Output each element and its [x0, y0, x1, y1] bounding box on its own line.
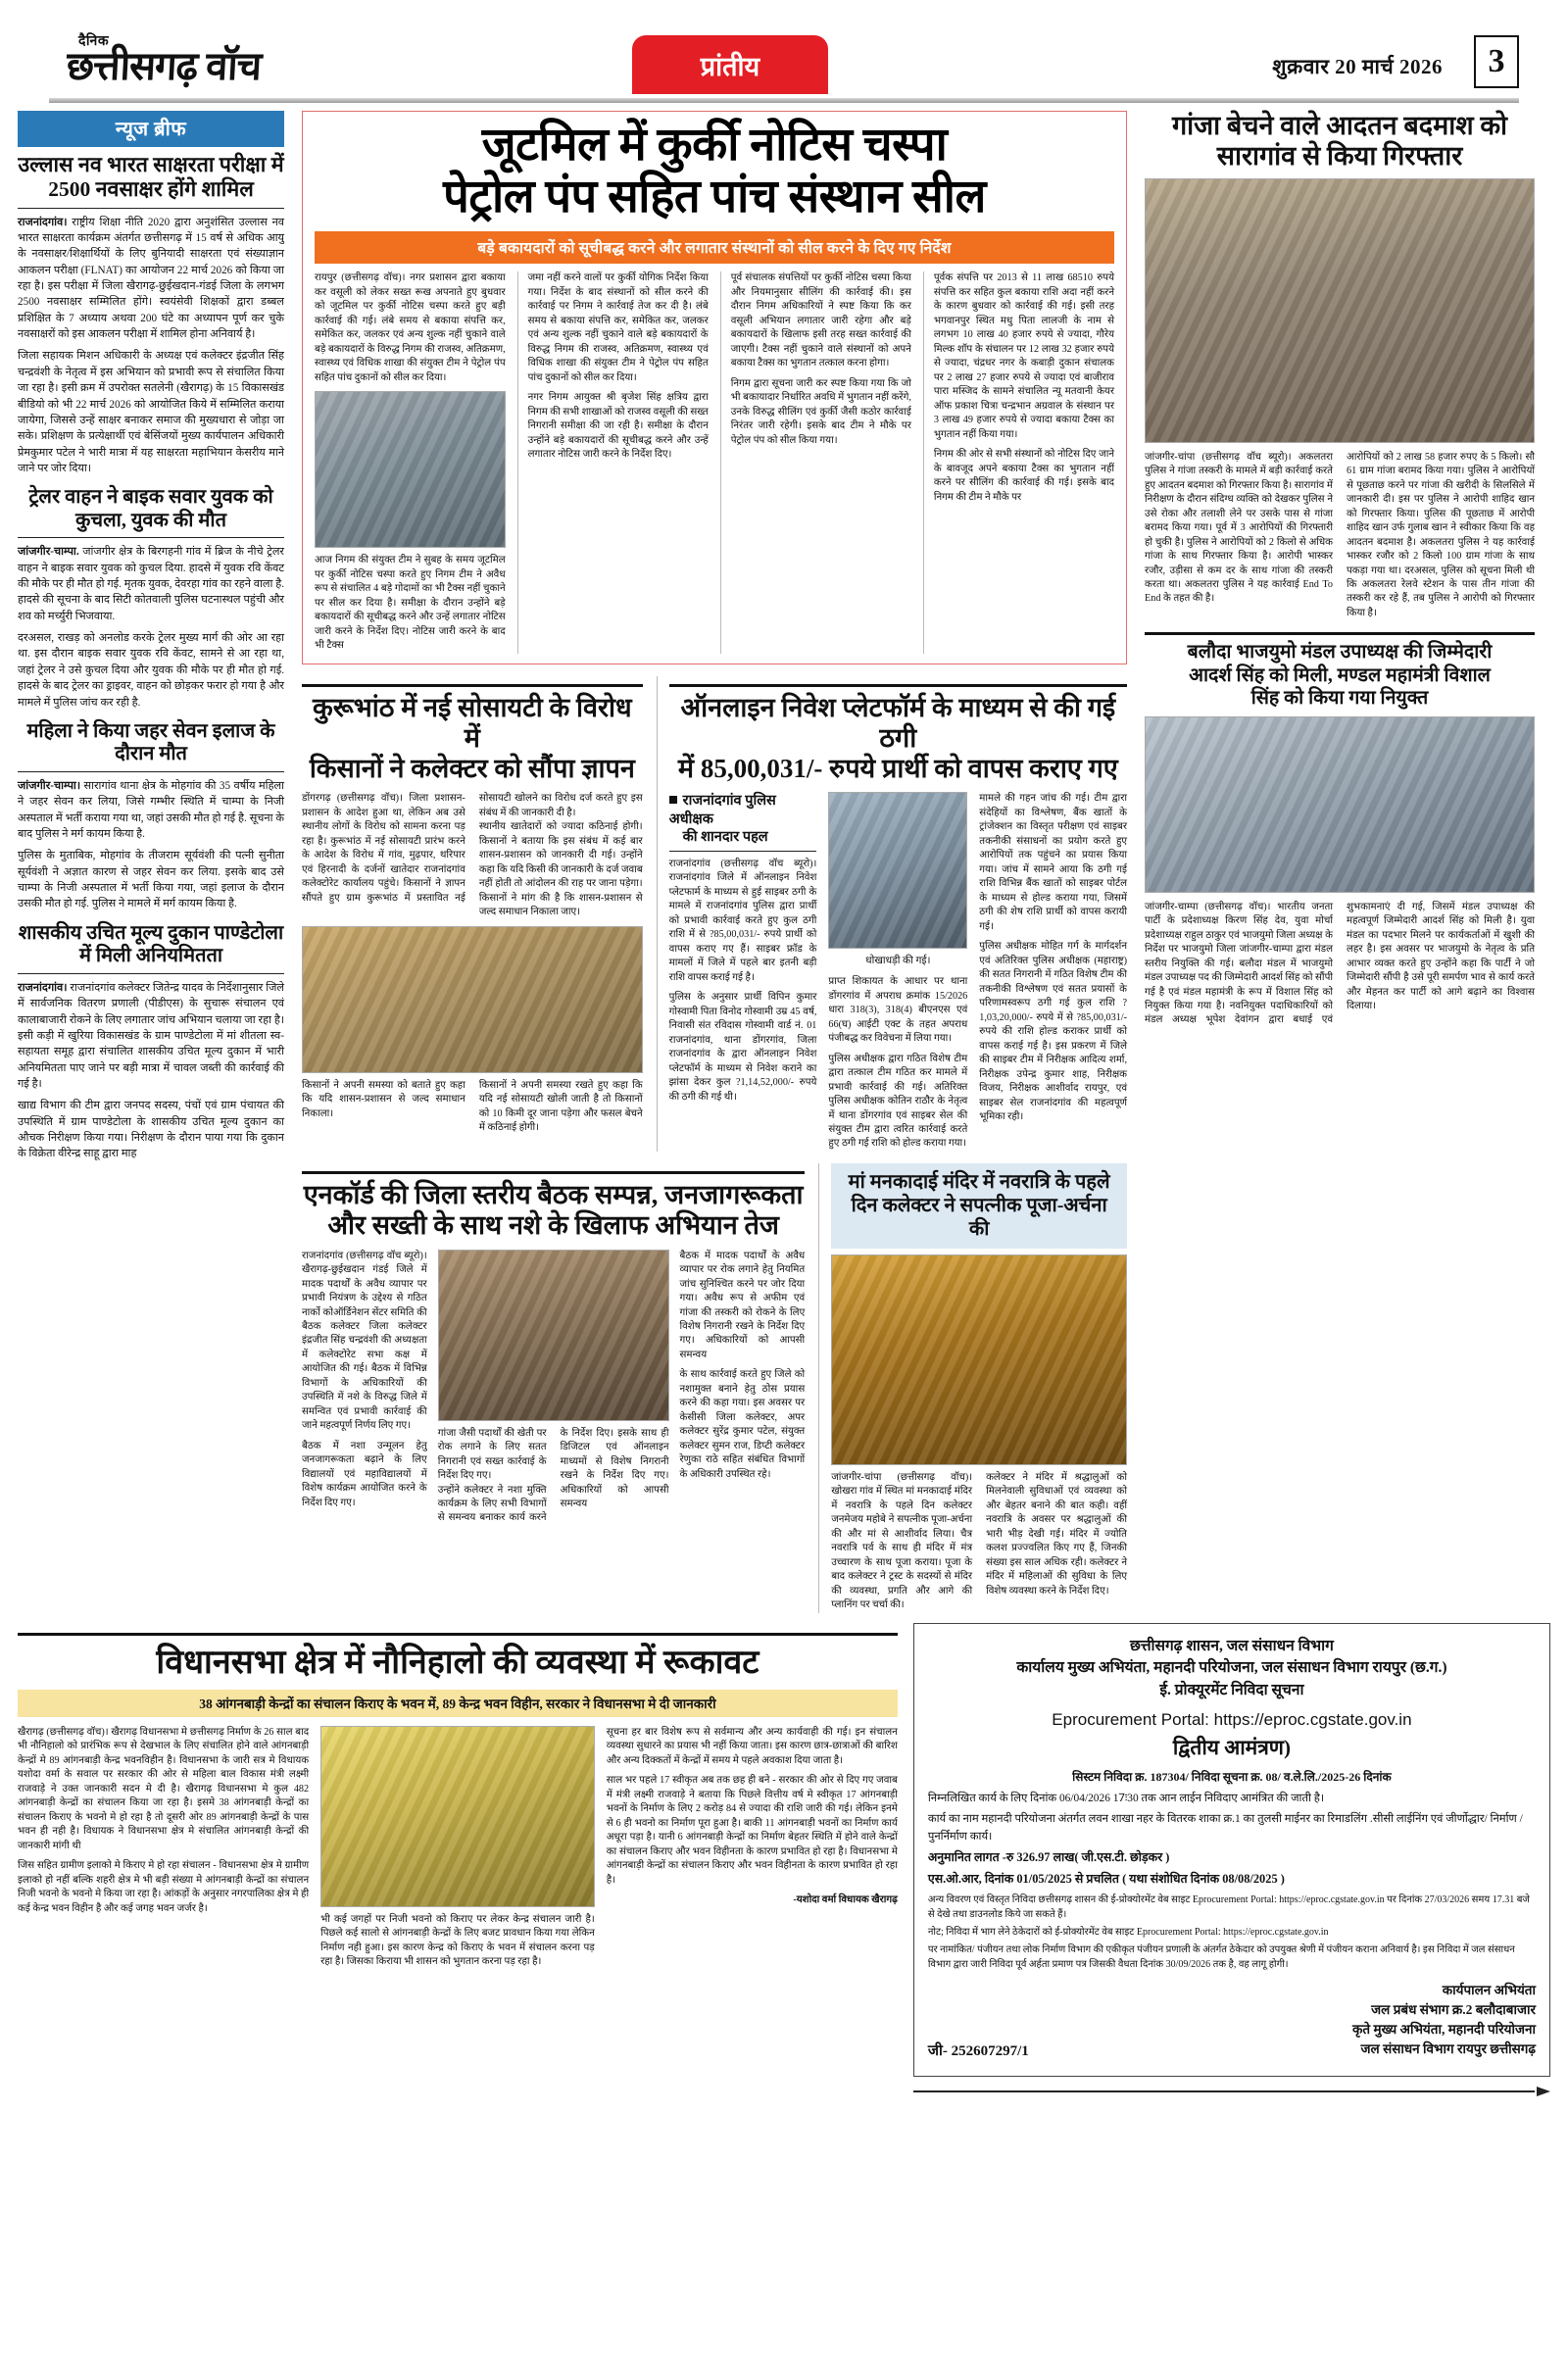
ad-para-1: निम्नलिखित कार्य के लिए दिनांक 06/04/2026 17ः30 तक आन लाईन निविदाए आमंत्रित की जाती है। [927, 1793, 1325, 1805]
ncord-col-3 [680, 1250, 806, 1526]
brief-text: राजनांदगांव कलेक्टर जितेन्द्र यादव के निर्देशानुसार जिले में सार्वजनिक वितरण प्रणाली (पीडीएस) के सुचारू संचालन एवं कालाबाजारी रोकने के लिए लगातार जांच अभियान चलाया जा रहा है। इसी कड़ी में खुरिया विकासखंड के ग्राम पाण्डेटोला में मां शीतला स्व-सहायता समूह द्वारा संचालित शासकीय उचित मूल्य दुकान में भारी अनियमितता पाए जाने पर बड़ी मात्रा में चावल जब्ती की कार्रवाई की गई है। [18, 981, 285, 1091]
dateline: डोंगरगढ़ (छत्तीसगढ़ वॉच)। [302, 793, 403, 805]
ad-dept-line1: छत्तीसगढ़ शासन, जल संसाधन विभाग [1129, 1637, 1334, 1654]
feature-story [18, 1633, 898, 2096]
ncord-text-2: गांजा जैसी पदार्थों की खेती पर रोक लगाने के लिए सतत निगरानी एवं सख्त कार्रवाई के निर्देश दिए गए। [437, 1427, 547, 1482]
ncord-text-4: के साथ कार्रवाई करते हुए जिले को नशामुक्त बनाने हेतु ठोस प्रयास करने की कहा गया। इस अवसर पर केसीसी जिला कलेक्टर, अपर कलेक्टर सुरेंद्र कुमार पटेल, संयुक्त कलेक्टर सुमन राज, डिप्टी कलेक्टर रेणुका राठे सहित संबंधित विभागों के अधिकारी उपस्थित रहे। [679, 1369, 806, 1480]
fraud-photo [828, 792, 967, 949]
second-row [302, 676, 1127, 1152]
lead-headline-line2[interactable]: पेट्रोल पंप सहित पांच संस्थान सील [443, 171, 986, 222]
ncord-text-3: बैठक में मादक पदार्थों के अवैध व्यापार पर रोक लगाने हेतु नियमित जांच सुनिश्चित करने पर जोर दिया गया। अवैध रूप से अफीम एवं गांजा की तस्करी को रोकने के लिए विशेष निगरानी रखने के निर्देश दिए गए। अधिकारियों को आपसी समन्वय [679, 1250, 806, 1360]
fraud-grid [669, 792, 1127, 1152]
ad-sign-2: जल प्रबंध संभाग क्र.2 बलौदाबाजार [1371, 2001, 1536, 2017]
ad-dept-line3: ई. प्रोक्यूरमेंट निविदा सूचना [1159, 1681, 1304, 1698]
brief-title-2[interactable]: ट्रेलर वाहन ने बाइक सवार युवक को कुचला, युवक की मौत [28, 486, 273, 531]
lead-text-1: नगर प्रशासन द्वारा बकाया कर वसूली को लेकर सख्त रूख अपनाते हुए बुधवार को जूटमिल पर कुर्की नोटिस चस्पा करते हुए बड़ी कार्रवाई की गई। लंबे समय से बकाया संपत्ति कर, समेकित कर, जलकर एवं अन्य शुल्क नहीं चुकाने वाले बड़े बकायदारों के विरुद्ध निगम की राजस्व, अतिक्रमण, स्वास्थ्य एवं विधिक शाखा की संयुक्त टीम ने पेट्रोल पंप सहित पांच दुकानों को सील कर दिया। [315, 272, 506, 383]
bottom-section [18, 1623, 1550, 2096]
square-bullet-icon [669, 796, 677, 804]
divider [18, 771, 284, 772]
society-text-2: स्थानीय खातेदारों को ज्यादा कठिनाई होगी। किसानों ने बताया कि इस संबंध में कई बार शासन-प्रशासन को जानकारी दी गई। उन्होंने कहा कि यदि किसी की जानकारी के दर्ज जवाब नहीं होती तो आंदोलन की राह पर जाना पड़ेगा। किसानों ने मांग की है कि शासन-प्रशासन से जल्द समाधान निकाला जाए। [478, 821, 643, 918]
district-meeting-photo [438, 1250, 669, 1421]
ad-sor-date: एस.ओ.आर, दिनांक 01/05/2025 से प्रचलित ( यथा संशोधित दिनांक 08/08/2025 ) [927, 1872, 1285, 1887]
news-brief-item-3 [18, 720, 284, 912]
ncord-text-1: खैरागढ़-छुईखदान गंडई जिले में मादक पदार्थों के अवैध व्यापार पर प्रभावी नियंत्रण के उद्देश्य से गठित नार्को कोऑर्डिनेशन सेंटर समिति की बैठक कलेक्टर जिला कलेक्टर इंद्रजीत सिंह चन्द्रवंशी की अध्यक्षता में कलेक्टोरेट सभा कक्ष में आयोजित की गई। बैठक में विभिन्न विभागों के अधिकारियों की उपस्थिति में नशे के विरुद्ध जिले में समन्वित एवं प्रभावी कार्रवाई की जाने महत्वपूर्ण निर्णय लिए गए। [302, 1264, 427, 1432]
ad-para-2: कार्य का नाम महानदी परियोजना अंतर्गत लवन शाखा नहर के वितरक शाका क्र.1 का तुलसी माईनर का रिमाडलिंग .सीसी लाईनिंग एवं जीर्णोद्धार/ निर्माण / पुनर्निर्माण कार्य। [927, 1812, 1523, 1843]
ncord-text-1b: बैठक में नशा उन्मूलन हेतु जनजागरूकता बढ़ाने के लिए विद्यालयों एवं महाविद्यालयों में विशेष कार्यक्रम आयोजित करने के निर्देश दिए गए। [302, 1440, 427, 1508]
feature-text-3b: साल भर पहले 17 स्वीकृत अब तक छह ही बने - सरकार की ओर से दिए गए जवाब में मंत्री लक्ष्मी राजवाड़े ने बताया कि पिछले वित्तीय वर्ष मे स्वीकृत 17 आंगनबाड़ी भवनों के निर्माण के लिए 2 करोड़ 84 से ज्यादा की राशि जारी की गई। लेकिन इनमे से 6 ही भवनो का निर्माण पूरा हुआ है। बाकी 11 आंगनबाड़ी भवनों का निर्माण कार्य अधूरा पड़ा है। यानी 6 आंगनबाड़ी केन्द्रों का निर्माण बेहतर स्थिति में होने वाले केन्द्रों का संचालन किराए और भवन विहीनता के कारण प्रभावित हो रहा है। विधानसभा मे आंगनबाड़ी केन्द्रों का संचालन किराए और भवन विहीनता के कारण प्रभावित हो रहा है। [606, 1775, 898, 1886]
divider [302, 684, 643, 687]
fraud-col-3 [979, 792, 1127, 1152]
section-tag: प्रांतीय [632, 35, 828, 94]
divider [18, 537, 284, 538]
bjym-text: भारतीय जनता पार्टी के प्रदेशाध्यक्ष किरण सिंह देव, युवा मोर्चा प्रदेशाध्यक्ष राहुल ठाकुर एवं भाजयुमो जिला अध्यक्ष के निर्देश पर भाजयुमो जिला जांजगीर-चाम्पा द्वारा मंडल स्तरीय नियुक्ति की गई। बलौदा मंडल में भाजयुमो मंडल उपाध्यक्ष पद की जिम्मेदारी आदर्श सिंह को सौंपी गई है एवं मंडल महामंत्री के रूप में विशाल सिंह को नियुक्त किया गया है। नवनियुक्त पदाधिकारियों को मंडल अध्यक्ष भूपेश देवांगन द्वारा बधाई एवं शुभकामनाएं दी गई, जिसमें मंडल उपाध्यक्ष की महत्वपूर्ण जिम्मेदारी आदर्श सिंह को मिली है। युवा मंडल का पदभार मिलने पर कार्यकर्ताओं में खुशी की लहर है। इस अवसर पर भाजयुमो के नेतृत्व के प्रति आभार व्यक्त करते हुए उन्होंने कहा कि पार्टी ने जो जिम्मेदारी सौंपी है उसे पूरी समर्पण भाव से कार्य करते और मेहनत कर पार्टी को आगे बढ़ाने का विश्वास दिलाया। [1145, 901, 1535, 1026]
fraud-col-2 [828, 792, 967, 1152]
dateline: जांजगीर-चांपा (छत्तीसगढ़ वॉच ब्यूरो)। [1145, 451, 1292, 463]
dateline: जांजगीर-चांपा (छत्तीसगढ़ वॉच)। [831, 1471, 973, 1483]
ncord-text-2b: उन्होंने कलेक्टर ने नशा मुक्ति कार्यक्रम के लिए सभी विभागों से समन्वय बनाकर कार्य करने के निर्देश दिए। इसके साथ ही डिजिटल एवं ऑनलाइन माध्यमों से विशेष निगरानी रखने के निर्देश दिए गए। अधिकारियों को आपसी समन्वय [437, 1427, 669, 1524]
divider [669, 684, 1127, 687]
feature-signoff: -यशोदा वर्मा विधायक खैरागढ़ [793, 1894, 898, 1906]
divider [1145, 632, 1535, 635]
goddess-idol-photo [831, 1254, 1127, 1465]
brief-text: जांजगीर क्षेत्र के बिरगहनी गांव में ब्रिज के नीचे ट्रेलर वाहन ने बाइक सवार युवक को कुचल दिया. हादसे में युवक रवि केंवट की मौके पर ही मौत हो गई. मृतक युवक, देवरहा गांव का रहने वाला है. हादसे की सूचना के बाद सिटी कोतवाली पुलिस घटनास्थल पहुंची और शव को मर्च्युरी भिजवाया. [18, 546, 284, 622]
logo-title: छत्तीसगढ़ वॉच [65, 44, 263, 88]
fraud-kicker-line2: की शानदार पहल [682, 828, 768, 845]
temple-body [831, 1471, 1127, 1613]
ad-para-5: अन्य विवरण एवं विस्तृत निविदा छत्तीसगढ़ शासन की ई-प्रोक्योरमेंट वेब साइट Eprocurement Portal: https://eproc.cgstate.gov.in पर दिनांक 27/03/2026 समय 17.31 बजे से देखे तथा डाउनलोड किये जा सकते हैं। [927, 1893, 1530, 1920]
news-brief-item-2 [18, 486, 284, 711]
news-brief-box [18, 111, 284, 476]
lead-col-4 [923, 271, 1114, 653]
society-headline-line2[interactable]: किसानों ने कलेक्टर को सौंपा ज्ञापन [309, 754, 635, 784]
feature-headline[interactable]: विधानसभा क्षेत्र में नौनिहालो की व्यवस्था में रूकावट [156, 1644, 760, 1681]
right-column [1135, 111, 1535, 1613]
lead-text-4b: निगम की ओर से सभी संस्थानों को नोटिस दिए जाने के बावजूद अपने बकाया टैक्स का भुगतान नहीं करने पर सीलिंग की कार्रवाई की गई। इसके बाद निगम की टीम ने मौके पर [933, 449, 1114, 503]
ad-sign-4: जल संसाधन विभाग रायपुर छत्तीसगढ़ [1360, 2041, 1536, 2057]
brief-title-1[interactable]: उल्लास नव भारत साक्षरता परीक्षा में 2500 नवसाक्षर होंगे शामिल [18, 153, 284, 202]
ncord-col-1 [302, 1250, 427, 1526]
bjym-story [1145, 632, 1535, 1028]
lead-text-1b: आज निगम की संयुक्त टीम ने सुबह के समय जूटमिल पर कुर्की नोटिस चस्पा करते हुए निगम टीम ने अवैध रूप से संचालित 4 बड़े गोदामों का भी टैक्स नहीं चुकाने पर सील कर दिया है। समीक्षा के दौरान उन्होंने बड़े बकायदारों की सूचीबद्ध करने और उन्हें लगातार नोटिस जारी करने के निर्देश दिए। नोटिस जारी करने के बाद भी टैक्स [315, 555, 506, 652]
society-body [302, 792, 643, 919]
brief-body-3 [18, 778, 284, 842]
issue-date: शुक्रवार 20 मार्च 2026 [1272, 55, 1443, 78]
dateline: राजनांदगांव। [18, 216, 68, 228]
temple-headline-line2[interactable]: दिन कलेक्टर ने सपत्नीक पूजा-अर्चना की [851, 1194, 1107, 1240]
dateline: राजनांदगांव। [18, 981, 68, 994]
divider [18, 973, 284, 974]
society-text-2b: किसानों ने अपनी समस्या रखते हुए कहा कि यदि नई सोसायटी खोली जाती है तो किसानों को 10 किमी दूर जाना पड़ेगा और फसल बेचने में कठिनाई होगी। [478, 1079, 643, 1134]
fraud-col-1 [669, 792, 817, 1152]
society-text-1: जिला प्रशासन-प्रशासन के आदेश हुआ था, लेकिन अब उसे स्थानीय लोगों के विरोध को सामना करना पड़ रहा है। कुरूभांठ में नई सोसायटी प्रारंभ करने के आदेश के विरोध में गांव, मुढ़पार, थरिपार एवं हिरनादी के दर्जनों खातेदार राजनांदगांव कलेक्टोरेट कार्यालय पहुंचे। किसानों ने ज्ञापन सौंपते हुए ग्राम कुरूभांठ में प्रस्तावित नई सोसायटी खोलने का विरोध दर्ज करते हुए इस संबंध में की जानकारी दी है। [302, 793, 643, 904]
news-brief-label: न्यूज ब्रीफ [18, 111, 284, 147]
petrol-pump-photo [315, 391, 506, 548]
ad-sign-3: कृते मुख्य अभियंता, महानदी परियोजना [1352, 2022, 1536, 2038]
fraud-text-3b: पुलिस अधीक्षक मोहित गर्ग के मार्गदर्शन एवं अतिरिक्त पुलिस अधीक्षक (महाराष्ट्र) की सतत निगरानी में गठित विशेष टीम की तकनीकी विश्लेषण एवं सतत प्रयासों के परिणामस्वरूप ठगी गई कुल राशि ?1,03,20,000/- रुपये में से ?85,00,031/- रुपये की राशि होल्ड कराकर प्रार्थी को वापस कराई गई है। इस प्रकरण में जिले की साइबर टीम में निरीक्षक आदित्य शर्मा, निरीक्षक उपेन्द्र कुमार शाह, निरीक्षक विजय, निरीक्षक आशीर्वाद रायपुर, एवं साइबर सेल राजनांदगांव की महत्वपूर्ण भूमिका रही। [979, 941, 1127, 1123]
brief-body-2b: दरअसल, राखड़ को अनलोड करके ट्रेलर मुख्य मार्ग की ओर आ रहा था. इस दौरान बाइक सवार युवक रवि केंवट, सामने से आ रहा था, जहां ट्रेलर ने उसे कुचल दिया और युवक की मौके पर ही मौत हो गई. हादसे के बाद ट्रेलर का ड्राइवर, वाहन को छोड़कर फरार हो गया है और मामले में पुलिस जांच कर रही है. [18, 632, 284, 709]
brief-title-3[interactable]: महिला ने किया जहर सेवन इलाज के दौरान मौत [26, 719, 275, 765]
bjym-headline-line1[interactable]: बलौदा भाजयुमो मंडल उपाध्यक्ष की जिम्मेदारी [1187, 642, 1493, 664]
fraud-kicker-line1: राजनांदगांव पुलिस अधीक्षक [668, 793, 776, 827]
ncord-headline-line2[interactable]: और सख्ती के साथ नशे के खिलाफ अभियान तेज [327, 1210, 779, 1241]
ncord-col-2 [438, 1250, 669, 1526]
brief-text: सारागांव थाना क्षेत्र के मोहगांव की 35 वर्षीय महिला ने जहर सेवन कर लिया, जिसे गम्भीर स्थिति में चाम्पा के निजी अस्पताल में भर्ती कराया गया था, जहां उसकी मौत हो गई है. सूचना के बाद पुलिस ने मर्ग कायम किया है. [18, 780, 284, 841]
society-text-1b: किसानों ने अपनी समस्या को बताते हुए कहा कि यदि शासन-प्रशासन से जल्द समाधान निकाला। [302, 1079, 466, 1119]
divider [302, 1171, 805, 1174]
ncord-headline-line1[interactable]: एनकॉर्ड की जिला स्तरीय बैठक सम्पन्न, जनजागरूकता [303, 1179, 804, 1209]
feature-text-1b: जिस सहित ग्रामीण इलाको मे किराए मे हो रहा संचालन - विधानसभा क्षेत्र मे ग्रामीण इलाको हो नहीं बल्कि शहरी क्षेत्र मे भी बड़ी संख्या मे आंगनबाड़ी केन्द्रों का संचालन निजी भवनो के भवनो मे किया जा रहा है। आंकड़ों के अनुसार नगरपालिका क्षेत्र मे ही कई केन्द्र भवन विहीन है और कई जगह भवन जर्जर है। [18, 1860, 310, 1914]
brief-text: राष्ट्रीय शिक्षा नीति 2020 द्वारा अनुशंसित उल्लास नव भारत साक्षरता कार्यक्रम अंतर्गत छत्तीसगढ़ में 15 वर्ष से अधिक आयु के नवसाक्षर/शिक्षार्थियों के लिए बुनियादी साक्षरता एवं संख्याज्ञान आकलन परीक्षा (FLNAT) का आयोजन 22 मार्च 2026 को किया जा रहा है। इस परीक्षा में जिला खैरागढ़-छुईखदान-गंडई जिला के लगभग 2500 नवसाक्षर सम्मिलित होंगे। स्वयंसेवी शिक्षकों द्वारा डब्बल प्रशिक्षित के 7 अध्याय अथवा 200 घंटे का अध्यापन पूर्ण कर चुके नवसाक्षरों को इस आकलन परीक्षा में शामिल होना अनिवार्य है। [18, 216, 285, 341]
fraud-story [657, 676, 1127, 1152]
felicitation-photo [828, 792, 967, 949]
ncord-photo [438, 1250, 669, 1421]
appointees-photo [1145, 716, 1535, 893]
fraud-kicker [669, 792, 817, 827]
ganja-story [1145, 111, 1535, 620]
fraud-text-1: राजनांदगांव जिले में ऑनलाइन निवेश प्लेटफार्म के माध्यम से हुई साइबर ठगी के मामले में राजनांदगांव पुलिस द्वारा प्रार्थी को प्रभावी कार्रवाई करते हुए कुल ठगी राशि में से ?85,00,031/- रुपये प्रार्थी को वापस कराए गए हैं। साइबर फ्रॉड के मामलों में जिले में पहले बार इतनी बड़ी राशि वापस कराई गई है। [668, 872, 817, 983]
brief-title-4[interactable]: शासकीय उचित मूल्य दुकान पाण्डेटोला में मिली अनियमितता [18, 921, 284, 967]
news-brief-item-4 [18, 922, 284, 1162]
ncord-story [302, 1163, 805, 1613]
lead-story [302, 111, 1127, 664]
temple-headline-line1[interactable]: मां मनकादाई मंदिर में नवरात्रि के पहले [848, 1170, 1110, 1193]
ganja-headline[interactable]: गांजा बेचने वाले आदतन बदमाश को सारागांव से किया गिरफ्तार [1171, 111, 1508, 172]
temple-text-2: कलेक्टर ने मंदिर में श्रद्धालुओं को मिलनेवाली सुविधाओं एवं व्यवस्था को और बेहतर बनाने की बात कही। वहीं नवरात्रि के अवसर पर श्रद्धालुओं की भारी भीड़ देखी गई। मंदिर में ज्योति कलश प्रज्ज्वलित किए गए हैं, जिनकी संख्या इस साल अधिक रही। कलेक्टर ने मंदिर में महिलाओं की सुविधा के लिए विशेष व्यवस्था करने के निर्देश दिए। [986, 1471, 1127, 1597]
lead-body-grid [315, 271, 1114, 653]
ganja-body [1145, 451, 1535, 621]
ad-para-6: नोट; निविदा में भाग लेने ठेकेदारों को ई-प्रोक्योरमेंट वेब साइट Eprocurement Portal: https://eproc.cgstate.gov.in [927, 1926, 1329, 1938]
police-arrest-photo [1145, 178, 1535, 443]
bjym-photo [1145, 716, 1535, 893]
divider [669, 851, 817, 852]
society-photo [302, 926, 643, 1073]
fraud-headline-line2[interactable]: में 85,00,031/- रुपये प्रार्थी को वापस कराए गए [677, 754, 1118, 784]
brief-body-4b: खाद्य विभाग की टीम द्वारा जनपद सदस्य, पंचों एवं ग्राम पंचायत की उपस्थिति में ग्राम पाण्डेटोला के शासकीय उचित मूल्य दुकान का औचक निरीक्षण किया गया। निरीक्षण के दौरान पाया गया कि दुकान के विक्रेता वीरेन्द्र साहू द्वारा माह [18, 1100, 284, 1160]
ad-invitation-round: द्वितीय आमंत्रण) [1172, 1736, 1291, 1760]
page-body [18, 111, 1550, 1613]
brief-body-2 [18, 544, 284, 624]
ganja-photo [1145, 178, 1535, 443]
feature-col-1 [18, 1726, 309, 1970]
arrow-divider-icon [913, 2087, 1550, 2096]
lead-text-3: पूर्व संचालक संपत्तियों पर कुर्की नोटिस चस्पा किया और नियमानुसार सीलिंग की कार्रवाई की। इस दौरान निगम अधिकारियों ने स्पष्ट किया कि कर वसूली अभियान लगातार जारी रहेगा और बड़े बकायदारों के खिलाफ इसी तरह सख्त कार्रवाई की जाएगी। टैक्स नहीं चुकाने वाले संस्थानों को अपने बकाया टैक्स का भुगतान तत्काल करना होगा। [730, 272, 911, 369]
logo-prefix: दैनिक [78, 32, 110, 48]
lead-headline-line1[interactable]: जूटमिल में कुर्की नोटिस चस्पा [481, 120, 948, 171]
temple-photo [831, 1254, 1127, 1465]
ad-estimated-cost: अनुमानित लागत -रु 326.97 लाख( जी.एस.टी. छोड़कर ) [927, 1850, 1170, 1865]
lead-col-2 [517, 271, 709, 653]
lead-kicker: बड़े बकायदारों को सूचीबद्ध करने और लगातार संस्थानों को सील करने के दिए गए निर्देश [315, 231, 1114, 264]
lead-text-3b: निगम द्वारा सूचना जारी कर स्पष्ट किया गया कि जो भी बकायादार निर्धारित अवधि में भुगतान नहीं करेंगे, उनके विरुद्ध सीलिंग एवं कुर्की जैसी कठोर कार्रवाई निरंतर जारी रहेगी। इसके बाद टीम ने मौके पर पेट्रोल पंप को सील किया गया। [730, 377, 911, 446]
feature-grid [18, 1726, 898, 1970]
dateline: जांजगीर-चाम्पा। [18, 780, 81, 793]
feature-text-3: सूचना हर बार विशेष रूप से सर्वमान्य और अन्य कार्यवाही की गई। इन संचालन व्यवस्था सुधारने का प्रयास भी नहीं किया जाता। इस कारण छात्र-छात्राओं की बारिश और अन्य दिक्कतों में केन्द्रों में समय मे पहले अवकाश दिया जाता है। [606, 1726, 898, 1766]
left-column [18, 111, 294, 1613]
dateline: खैरागढ़ (छत्तीसगढ़ वॉच)। [18, 1726, 109, 1738]
masthead-divider [49, 98, 1519, 103]
dateline: राजनांदगांव (छत्तीसगढ़ वॉच ब्यूरो)। [302, 1250, 427, 1261]
fraud-photo-caption: धोखाधड़ी की गई। [865, 956, 931, 967]
feature-text-2: भी कई जगहों पर निजी भवनो को किराए पर लेकर केन्द्र संचालन जारी है। पिछले कई सालो से आंगनबाड़ी केन्द्रों के लिए बजट प्रावधान किया गया लेकिन निर्माण नही हुआ। इस कारण केन्द्र को किराए के भवन में संचालन करना पड़ रहा है। जिसका किराया भी शासन को भुगतान करना पड़ रहा है। [320, 1913, 595, 1968]
ncord-grid [302, 1250, 805, 1526]
feature-text-1: खैरागढ़ विधानसभा मे छत्तीसगढ़ निर्माण के 26 साल बाद भी नौनिहालो को प्रारंभिक रूप से देखभाल के लिए संचालित होने वाले आंगनबाड़ी केन्द्रों मे 89 आंगनबाड़ी केन्द्र भवनविहीन है। विधानसभा के जारी सत्र मे विधायक यशोदा वर्मा के सवाल पर सरकार की ओर से महिला बाल विकास मंत्री लक्ष्मी राजवाड़े ने उक्त जानकारी सदन मे दी है। खैरागढ़ विधानसभा मे कुल 482 आंगनबाड़ी केन्द्रों का संचालन किया जा रहा है। इसमे 38 आंगनबाड़ी केन्द्रों का संचालन किराए के भवनो मे हो रहा है तो दूसरी ओर 89 आंगनबाड़ी केन्द्रों के पास भवन ही नही है। विधायक ने विधानसभा क्षेत्र मे संचालित आंगनबाड़ी केन्द्रों की जानकारी मांगी थी [18, 1726, 310, 1851]
ad-eprocurement-portal-link[interactable]: Eprocurement Portal: https://eproc.cgstate.gov.in [1052, 1710, 1412, 1730]
center-column [294, 111, 1135, 1613]
ad-sign-1: कार्यपालन अभियंता [1442, 1982, 1536, 1997]
lead-text-2: जमा नहीं करने वालों पर कुर्की योगिक निर्देश किया गया। निर्देश के बाद संस्थानों को सील करने की कार्रवाई पर निगम ने कार्रवाई तेज कर दी है। लंबे समय से बकाया संपत्ति कर, समेकित कर, जलकर एवं अन्य शुल्क नहीं चुकाने वाले बड़े बकायदारों के विरुद्ध निगम की राजस्व, अतिक्रमण, स्वास्थ्य एवं विधिक शाखा की संयुक्त टीम ने पेट्रोल पंप सहित पांच दुकानों को सील कर दिया। [527, 272, 709, 383]
ad-gno: जी- 252607297/1 [927, 2042, 1029, 2059]
ad-system-tender-number: सिस्टम निविदा क्र. 187304/ निविदा सूचना क्र. 08/ व.ले.लि./2025-26 दिनांक [1072, 1770, 1392, 1785]
brief-body-1b: जिला सहायक मिशन अधिकारी के अध्यक्ष एवं कलेक्टर इंद्रजीत सिंह चन्द्रवंशी के नेतृत्व में इस अभियान को प्रभावी रूप से संचालित किया जा रहा है। इसी क्रम में उपरोक्त सतलेनी (खैरागढ़) के 15 विकासखंड बीडियो को भी 22 मार्च 2026 को आयोजित किये में सम्मिलित कराया जायेगा, जिससे उन्हें साक्षर बनाकर समाज की मुख्यधारा से जोड़ा जा सके। प्रशिक्षण के प्रत्येक्षार्थी एवं बेसिंजयों मुख्य कार्यपालन अधिकारी प्रेमकुमार पटेल ने भारी मात्रा में यह साक्षरता महाभियान केसरीय माने जाने पर जोर दिया। [18, 350, 284, 474]
brief-body-1 [18, 215, 284, 343]
ganja-text-2: आरोपियों को 2 लाख 58 हजार रुपए के 5 किलो। सौ 61 ग्राम गांजा बरामद किया गया। पुलिस ने आरोपियों से पूछताछ करने पर गांजा की खरीदी के सिलसिले में जानकारी दी। इस पर पुलिस ने आरोपी शाहिद खान को गिरफ्तार किया। पुलिस की पूछताछ में आरोपी शाहिद खान उर्फ गुलाब खान ने स्वीकार किया कि वह आदतन बदमाश है। अकलतरा पुलिस ने यह कार्रवाई भास्कर रजौर को 2 किलो 100 ग्राम गांजा के साथ पकड़ा गया था। दरअसल, पुलिस को सूचना मिली थी कि अकलतरा रेलवे स्टेशन के पास तीन गांजा की तस्करी कर रहे हैं, तब पुलिस ने आरोपी को गिरफ्तार किया है। [1347, 451, 1535, 618]
society-story [302, 676, 643, 1152]
third-row [302, 1163, 1127, 1613]
feature-photo [320, 1726, 595, 1907]
divider [18, 208, 284, 209]
dateline: रायपुर (छत्तीसगढ़ वॉच)। [315, 272, 406, 284]
bjym-body [1145, 901, 1535, 1028]
ncord-body-split [438, 1427, 669, 1526]
feature-kicker: 38 आंगनबाड़ी केन्द्रों का संचालन किराए के भवन में, 89 केन्द्र भवन विहीन, सरकार ने विधानसभा मे दी जानकारी [18, 1690, 898, 1717]
masthead [18, 0, 1550, 94]
page-number: 3 [1474, 35, 1519, 88]
feature-col-2 [320, 1726, 595, 1970]
lead-text-4: पूर्वक संपत्ति पर 2013 से 11 लाख 68510 रुपये संपत्ति कर सहित कुल बकाया राशि अदा नहीं करने के कारण बुधवार को कार्रवाई की गई। इसी तरह भगवानपुर स्थित मधु पिता लालजी के नाम से लगभग 10 लाख 40 हजार रुपये से ज्यादा, गौरेय मिल्क शॉप के संचालन पर 12 लाख 32 हजार रुपये से ज्यादा, चंद्रधर नगर के कबाड़ी दुकान संचालक पर 2 लाख 27 हजार रुपये से ज्यादा एवं बाजीराव पारा मस्जिद के सामने संचालित न्यू मतवानी केयर ऑफ प्रकाश चित्रा चन्द्रभान अग्रवाल के संस्थान पर 3 लाख 49 हजार रुपये से ज्यादा बकाया टैक्स का भुगतान नहीं किया गया। [933, 272, 1114, 440]
temple-text-1: खोखरा गांव में स्थित मां मनकादाई मंदिर में नवरात्रि के पहले दिन कलेक्टर जनमेजय महोबे ने सपत्नीक पूजा-अर्चना की और मां से आशीर्वाद लिया। चैत्र नवरात्रि पर्व के साथ ही मंदिर में मंत्र उच्चारण के साथ पूजा कराया। पूजा के बाद कलेक्टर ने ट्रस्ट के सदस्यों से मंदिर की व्यवस्था, प्रगति और आगे की प्लानिंग पर चर्चा की। [831, 1486, 973, 1611]
society-body-2 [302, 1079, 643, 1136]
dateline: जांजगीर-चाम्पा (छत्तीसगढ़ वॉच)। [1145, 901, 1271, 912]
tender-advertisement [913, 1623, 1550, 2096]
feature-col-3 [607, 1726, 898, 1970]
ad-footer [928, 1975, 1536, 2060]
fraud-text-1b: पुलिस के अनुसार प्रार्थी विपिन कुमार गोस्वामी पिता विनोद गोस्वामी उम्र 45 वर्ष, निवासी संत रविदास गोस्वामी वार्ड नं. 01 राजनांदगांव, थाना डोंगरगांव, जिला राजनांदगांव के द्वारा ऑनलाइन निवेश प्लेटफॉर्म के माध्यम से निवेश कराने का झांसा देकर कुल ?1,14,52,000/- रुपये की ठगी की गई थी। [668, 992, 817, 1103]
temple-story [818, 1163, 1127, 1613]
temple-headline-band [831, 1163, 1127, 1249]
fraud-text-2: प्राप्त शिकायत के आधार पर थाना डोंगरगांव में अपराध क्रमांक 15/2026 धारा 318(3), 318(4) बीएनएस एवं 66(घ) आईटी एक्ट के तहत अपराध पंजीबद्ध कर विवेचना में लिया गया। [828, 976, 968, 1045]
tender-ad-box [913, 1623, 1550, 2077]
ad-para-7: पर नामांकित/ पंजीयन तथा लोक निर्माण विभाग की एकीकृत पंजीयन प्रणाली के अंतर्गत ठेकेदार को उपयुक्त श्रेणी में पंजीयन कराना अनिवार्य है। इस निविदा में जल संसाधन विभाग द्वारा जारी निविदा पूर्व अर्हता प्रमाण पत्र जिसकी वैधता दिनांक 30/09/2026 तक है, वह लागू होगी। [927, 1943, 1515, 1970]
fraud-text-3: मामले की गहन जांच की गई। टीम द्वारा संदेहियों का विश्लेषण, बैंक खातों के ट्रांजेक्शन का विस्तृत परीक्षण एवं साइबर तकनीकी संसाधनों का प्रयोग करते हुए आरोपियों तक पहुंचने का प्रयास किया गया। जांच में सामने आया कि ठगी गई राशि विभिन्न बैंक खातों को साइबर पोर्टल के माध्यम से होल्ड कराया गया, जिसमें ठगी की शेष राशि प्रार्थी को वापस करायी गई। [979, 793, 1127, 932]
anganwadi-building-photo [320, 1726, 595, 1907]
ad-signature-block [1352, 1981, 1536, 2060]
ad-dept-line2: कार्यालय मुख्य अभियंता, महानदी परियोजना, जल संसाधन विभाग रायपुर (छ.ग.) [1016, 1659, 1447, 1677]
lead-photo [315, 391, 506, 548]
ganja-text-1: अकलतरा पुलिस ने गांजा तस्करी के मामले में बड़ी कार्रवाई करते हुए आदतन बदमाश को गिरफ्तार किया है। सारागांव में निरीक्षण के दौरान संदिग्ध व्यक्ति को देखकर पुलिस ने उसे रोका और तलाशी लेने पर उसके पास से गांजा बरामद किया गया। पूर्व में 3 आरोपियों की गिरफ्तारी हो चुकी है। पुलिस ने आरोपियों को 2 किलो से अधिक गांजा के साथ गिरफ्तार किया है। आरोपी भास्कर रजौर, उड़ीसा से कम दर के साथ गांजा की तस्करी करता था। अकलतरा पुलिस ने यह कार्रवाई End To End के तहत की है। [1145, 451, 1333, 605]
lead-col-1 [315, 271, 506, 653]
lead-text-2b: नगर निगम आयुक्त श्री बृजेश सिंह क्षत्रिय द्वारा निगम की सभी शाखाओं को राजस्व वसूली की सख्त निगरानी समीक्षा की जा रही है। समीक्षा के दौरान उन्होंने बड़े बकायदारों की सूचीबद्ध करने और उन्हें लगातार नोटिस जारी करने के निर्देश दिए। [527, 392, 709, 461]
society-headline-line1[interactable]: कुरूभांठ में नई सोसायटी के विरोध में [313, 692, 632, 753]
lead-col-3 [720, 271, 911, 653]
publication-logo[interactable] [67, 33, 261, 86]
bjym-headline-line3[interactable]: सिंह को किया गया नियुक्त [1250, 688, 1429, 710]
dateline: राजनांदगांव (छत्तीसगढ़ वॉच ब्यूरो)। [668, 858, 817, 869]
fraud-headline-line1[interactable]: ऑनलाइन निवेश प्लेटफॉर्म के माध्यम से की गई ठगी [680, 692, 1116, 753]
brief-body-3b: पुलिस के मुताबिक, मोहगांव के तीजराम सूर्यवंशी की पत्नी सुनीता सूर्यवंशी ने अज्ञात कारण से जहर सेवन कर लिया. इसके बाद उसे चाम्पा के निजी अस्पताल में भर्ती किया गया, जहां इलाज के दौरान उसकी मौत हो गई. पुलिस ने मामले में मर्ग कायम किया है. [18, 850, 284, 910]
bjym-headline-line2[interactable]: आदर्श सिंह को मिली, मण्डल महामंत्री विशाल [1189, 664, 1491, 686]
dateline: जांजगीर-चाम्पा. [18, 546, 79, 559]
brief-body-4 [18, 980, 284, 1092]
fraud-text-2b: पुलिस अधीक्षक द्वारा गठित विशेष टीम द्वारा तत्काल टीम गठित कर मामले में प्रभावी कार्रवाई की गई। अतिरिक्त पुलिस अधीक्षक कोतिन राठौर के नेतृत्व में थाना डोंगरगांव एवं साइबर सेल की संयुक्त टीम द्वारा त्वरित कार्रवाई करते हुए ठगी गई राशि को होल्ड कराया गया। [828, 1053, 968, 1150]
farmers-memorandum-photo [302, 926, 643, 1073]
